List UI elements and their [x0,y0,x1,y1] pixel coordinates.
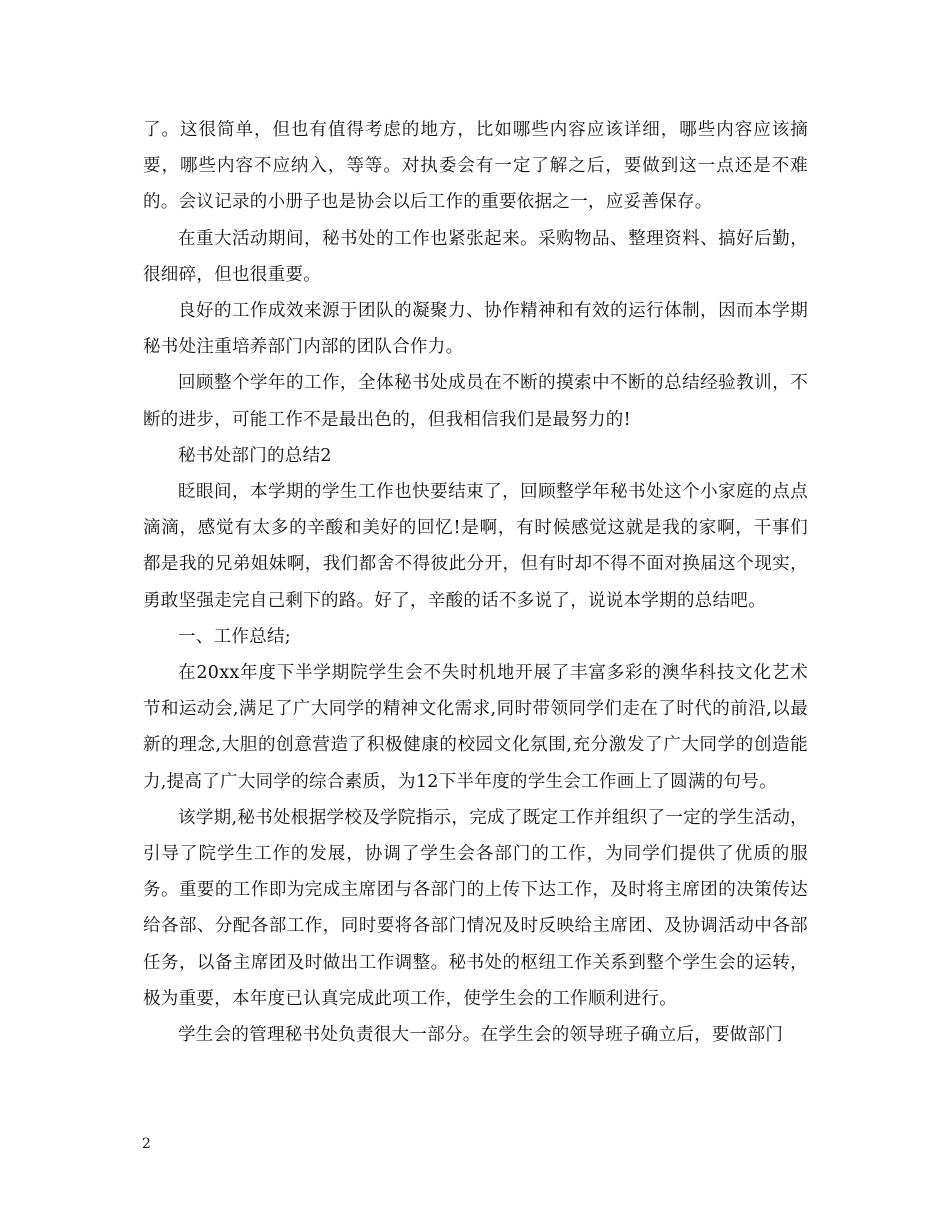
document-body [143,112,808,1053]
paragraph-5: 眨眼间，本学期的学生工作也快要结束了，回顾整学年秘书处这个小家庭的点点滴滴，感觉有太多的辛酸和美好的回忆!是啊，有时候感觉这就是我的家啊，干事们都是我的兄弟姐妹啊，我们都舍不得彼此分开，但有时却不得不面对换届这个现实，勇敢坚强走完自己剩下的路。好了，辛酸的话不多说了，说说本学期的总结吧。 [143,482,808,611]
paragraph-7: 该学期,秘书处根据学校及学院指示，完成了既定工作并组织了一定的学生活动，引导了院学生工作的发展，协调了学生会各部门的工作，为同学们提供了优质的服务。重要的工作即为完成主席团与各部门的上传下达工作，及时将主席团的决策传达给各部、分配各部工作，同时要将各部门情况及时反映给主席团、及协调活动中各部任务，以备主席团及时做出工作调整。秘书处的枢纽工作关系到整个学生会的运转，极为重要，本年度已认真完成此项工作，使学生会的工作顺利进行。 [143,807,808,1009]
paragraph-1: 了。这很简单，但也有值得考虑的地方，比如哪些内容应该详细，哪些内容应该摘要，哪些内容不应纳入，等等。对执委会有一定了解之后，要做到这一点还是不难的。会议记录的小册子也是协会以后工作的重要依据之一，应妥善保存。 [143,120,808,213]
section-heading: 秘书处部门的总结2 [178,445,332,466]
paragraph-8: 学生会的管理秘书处负责很大一部分。在学生会的领导班子确立后，要做部门 [178,1025,784,1046]
subsection-heading: 一、工作总结; [178,626,291,647]
paragraph-2: 在重大活动期间，秘书处的工作也紧张起来。采购物品、整理资料、搞好后勤，很细碎，但也很重要。 [143,228,808,285]
page-number: 2 [142,1136,151,1152]
paragraph-6: 在20xx年度下半学期院学生会不失时机地开展了丰富多彩的澳华科技文化艺术节和运动会,满足了广大同学的精神文化需求,同时带领同学们走在了时代的前沿,以最新的理念,大胆的创意营造了积极健康的校园文化氛围,充分激发了广大同学的创造能力,提高了广大同学的综合素质，为12下半年度的学生会工作画上了圆满的句号。 [143,663,808,792]
paragraph-4: 回顾整个学年的工作，全体秘书处成员在不断的摸索中不断的总结经验教训，不断的进步，可能工作不是最出色的，但我相信我们是最努力的! [143,373,808,430]
paragraph-3: 良好的工作成效来源于团队的凝聚力、协作精神和有效的运行体制，因而本学期秘书处注重培养部门内部的团队合作力。 [143,301,808,358]
